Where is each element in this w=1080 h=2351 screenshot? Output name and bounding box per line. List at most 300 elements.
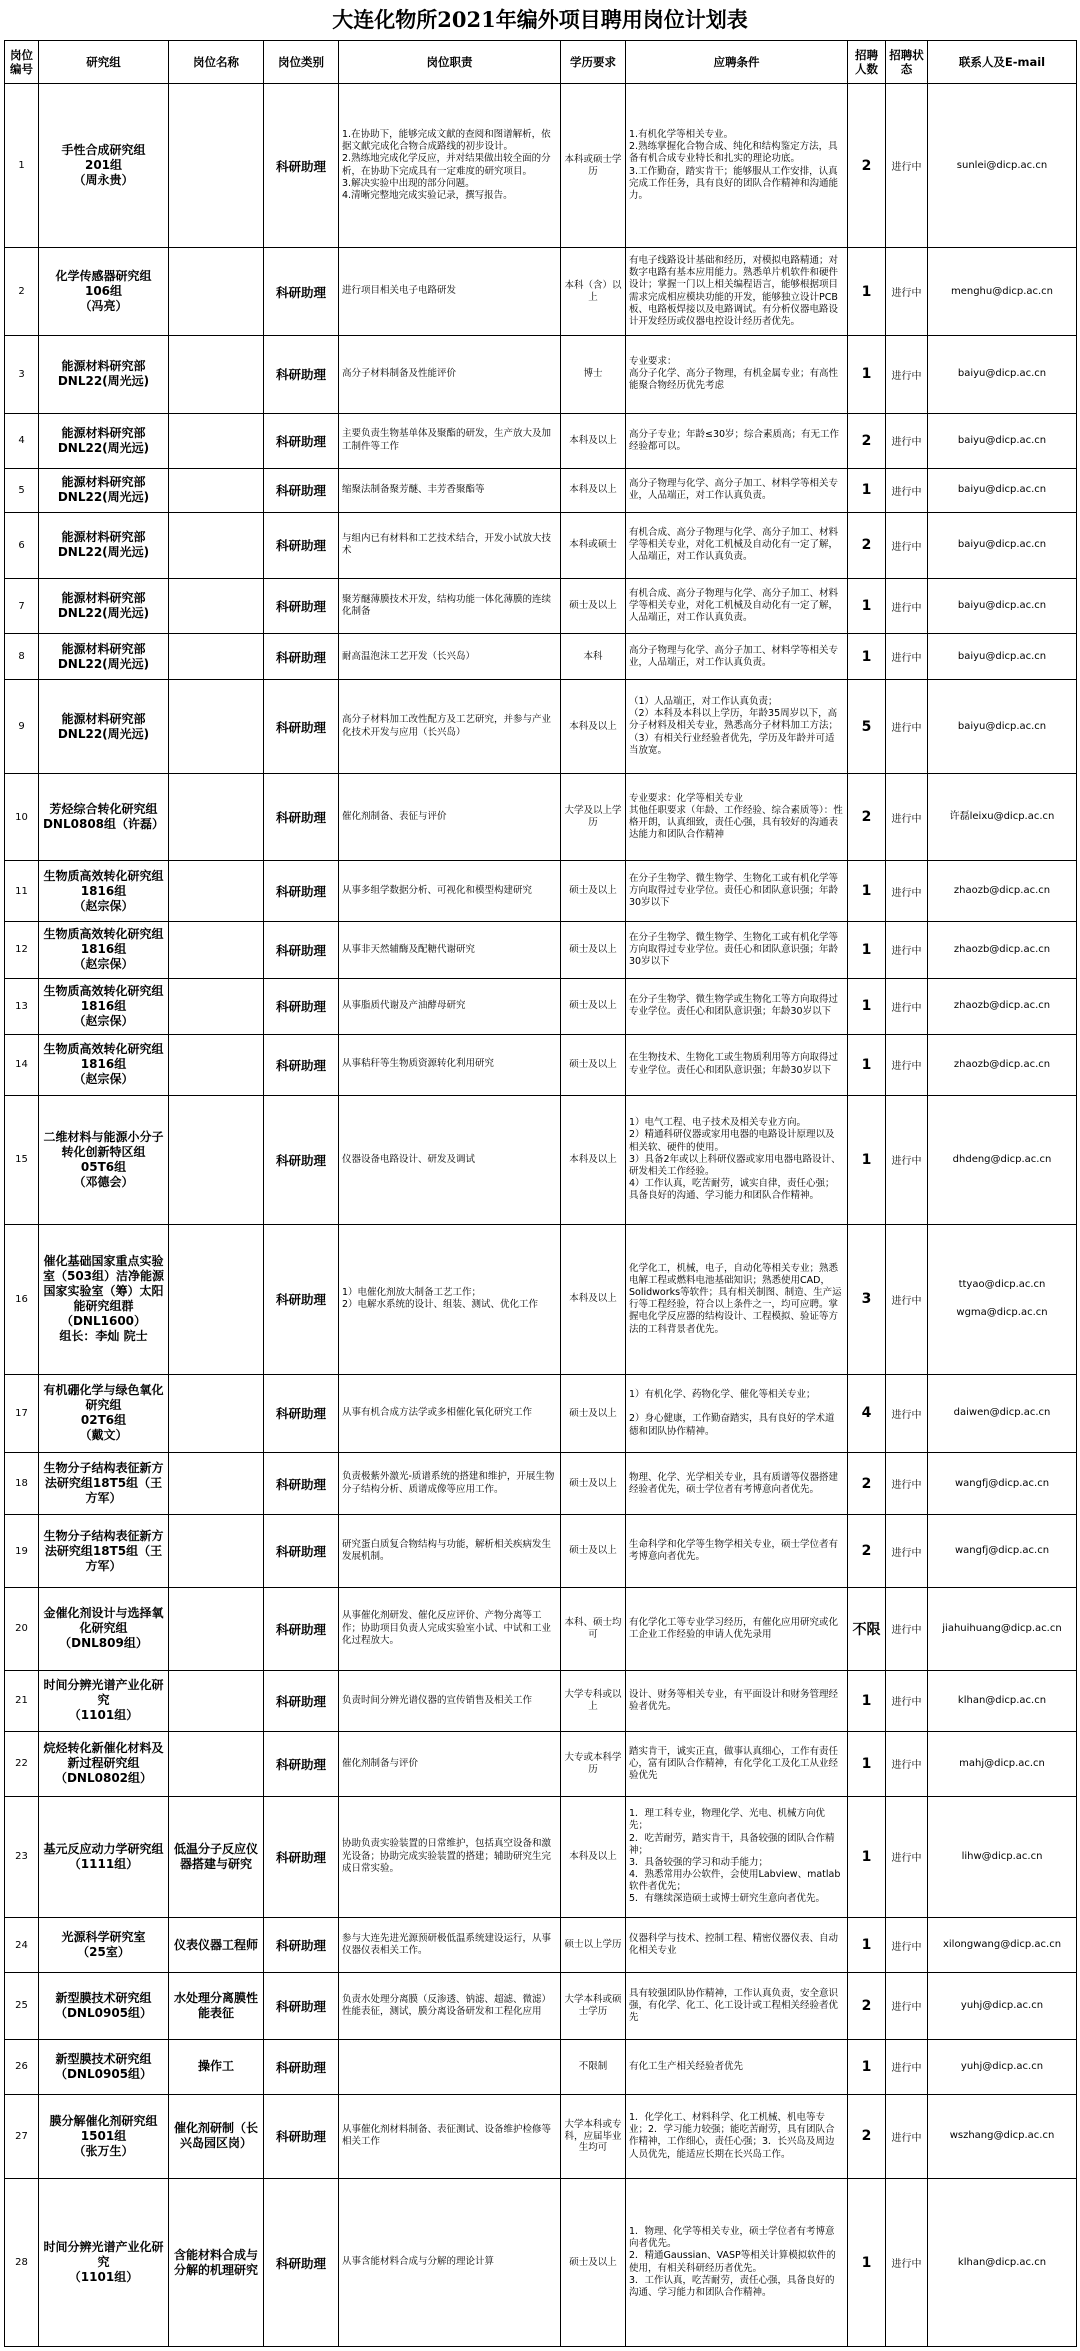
- header-cell: 应聘条件: [626, 41, 848, 84]
- recruit-status: 进行中: [886, 978, 928, 1034]
- recruit-status: 进行中: [886, 1095, 928, 1224]
- application-conditions: 化学化工，机械，电子，自动化等相关专业；熟悉电解工程或燃料电池基础知识；熟悉使用CAD，Solidworks等软件；具有相关制图、制造、生产运行等工程经验，符合以上条件之一，均可应聘。掌握电化学反应器的结构设计、工程模拟、验证等方法的工科背景者优先。: [626, 1224, 848, 1374]
- education-requirement: 硕士及以上: [561, 2179, 626, 2347]
- education-requirement: 大专或本科学历: [561, 1732, 626, 1796]
- position-category: 科研助理: [264, 680, 339, 773]
- education-requirement: 本科（含）以上: [561, 248, 626, 336]
- page-title: 大连化物所2021年编外项目聘用岗位计划表: [332, 7, 748, 32]
- header-cell: 学历要求: [561, 41, 626, 84]
- position-category: 科研助理: [264, 413, 339, 468]
- research-group: 生物分子结构表征新方法研究组18T5组（王方军）: [39, 1453, 169, 1515]
- research-group: 光源科学研究室 （25室）: [39, 1918, 169, 1973]
- education-requirement: 硕士以上学历: [561, 1918, 626, 1973]
- table-row: [5, 1796, 1077, 1918]
- application-conditions: 物理、化学、光学相关专业，具有质谱等仪器搭建经验者优先，硕士学位者有考博意向者优先。: [626, 1453, 848, 1515]
- education-requirement: 博士: [561, 336, 626, 414]
- education-requirement: 本科及以上: [561, 413, 626, 468]
- application-conditions: 专业要求：化学等相关专业 其他任职要求（年龄、工作经验、综合素质等）：性格开朗，认真细致，责任心强，具有较好的沟通表达能力和团队合作精神: [626, 773, 848, 861]
- contact-email: mahj@dicp.ac.cn: [928, 1732, 1077, 1796]
- recruit-count: 1: [848, 1732, 886, 1796]
- recruit-status: 进行中: [886, 336, 928, 414]
- row-number: 24: [5, 1918, 39, 1973]
- position-name: 含能材料合成与分解的机理研究: [169, 2179, 264, 2347]
- education-requirement: 大学及以上学历: [561, 773, 626, 861]
- recruit-count: 1: [848, 1095, 886, 1224]
- contact-email: dhdeng@dicp.ac.cn: [928, 1095, 1077, 1224]
- research-group: 基元反应动力学研究组 （1111组）: [39, 1796, 169, 1918]
- application-conditions: 具有较强团队协作精神，工作认真负责，安全意识强，有化学、化工、化工设计或工程相关经验者优先: [626, 1973, 848, 2039]
- contact-email: zhaozb@dicp.ac.cn: [928, 922, 1077, 978]
- position-category: 科研助理: [264, 634, 339, 680]
- contact-email: jiahuihuang@dicp.ac.cn: [928, 1588, 1077, 1670]
- recruit-status: 进行中: [886, 1588, 928, 1670]
- research-group: 手性合成研究组 201组 （周永贵）: [39, 84, 169, 248]
- application-conditions: 有机合成、高分子物理与化学、高分子加工、材料学等相关专业，对化工机械及自动化有一定了解，人品端正，对工作认真负责。: [626, 579, 848, 634]
- application-conditions: 有化学化工等专业学习经历，有催化应用研究或化工企业工作经验的申请人优先录用: [626, 1588, 848, 1670]
- position-category: 科研助理: [264, 1588, 339, 1670]
- header-cell: 岗位编号: [5, 41, 39, 84]
- application-conditions: 专业要求： 高分子化学、高分子物理，有机金属专业；有高性能聚合物经历优先考虑: [626, 336, 848, 414]
- table-row: [5, 1732, 1077, 1796]
- position-category: 科研助理: [264, 978, 339, 1034]
- table-row: [5, 1095, 1077, 1224]
- recruit-status: 进行中: [886, 512, 928, 578]
- table-row: [5, 579, 1077, 634]
- contact-email: klhan@dicp.ac.cn: [928, 2179, 1077, 2347]
- job-duties: 耐高温泡沫工艺开发（长兴岛）: [339, 634, 561, 680]
- job-duties: 与组内已有材料和工艺技术结合，开发小试放大技术: [339, 512, 561, 578]
- table-row: [5, 978, 1077, 1034]
- table-header-row: [5, 41, 1077, 84]
- research-group: 生物分子结构表征新方法研究组18T5组（王方军）: [39, 1515, 169, 1588]
- table-row: [5, 1588, 1077, 1670]
- contact-email: zhaozb@dicp.ac.cn: [928, 978, 1077, 1034]
- job-duties: 催化剂制备、表征与评价: [339, 773, 561, 861]
- recruit-status: 进行中: [886, 84, 928, 248]
- application-conditions: 有机合成、高分子物理与化学、高分子加工、材料学等相关专业，对化工机械及自动化有一定了解，人品端正，对工作认真负责。: [626, 512, 848, 578]
- position-category: 科研助理: [264, 468, 339, 512]
- row-number: 28: [5, 2179, 39, 2347]
- table-row: [5, 413, 1077, 468]
- position-name: [169, 1732, 264, 1796]
- row-number: 11: [5, 861, 39, 922]
- job-duties: 仪器设备电路设计、研发及调试: [339, 1095, 561, 1224]
- row-number: 6: [5, 512, 39, 578]
- row-number: 18: [5, 1453, 39, 1515]
- position-category: 科研助理: [264, 336, 339, 414]
- row-number: 2: [5, 248, 39, 336]
- research-group: 生物质高效转化研究组 1816组 （赵宗保）: [39, 1034, 169, 1095]
- recruit-count: 2: [848, 2094, 886, 2178]
- recruit-status: 进行中: [886, 2039, 928, 2094]
- job-duties: 从事多组学数据分析、可视化和模型构建研究: [339, 861, 561, 922]
- job-duties: 催化剂制备与评价: [339, 1732, 561, 1796]
- job-duties: 进行项目相关电子电路研发: [339, 248, 561, 336]
- contact-email: klhan@dicp.ac.cn: [928, 1670, 1077, 1732]
- position-name: [169, 861, 264, 922]
- table-row: [5, 1224, 1077, 1374]
- job-duties: [339, 2039, 561, 2094]
- research-group: 能源材料研究部 DNL22(周光远): [39, 680, 169, 773]
- application-conditions: 1．理工科专业，物理化学、光电、机械方向优先； 2．吃苦耐劳，踏实肯干，具备较强的团队合作精神； 3．具备较强的学习和动手能力； 4．熟悉常用办公软件，会使用Labview、matlab软件者优先； 5．有继续深造硕士或博士研究生意向者优先。: [626, 1796, 848, 1918]
- recruit-status: 进行中: [886, 1515, 928, 1588]
- contact-email: baiyu@dicp.ac.cn: [928, 579, 1077, 634]
- row-number: 1: [5, 84, 39, 248]
- recruit-status: 进行中: [886, 2179, 928, 2347]
- position-name: 操作工: [169, 2039, 264, 2094]
- table-row: [5, 773, 1077, 861]
- education-requirement: 本科及以上: [561, 468, 626, 512]
- application-conditions: 有化工生产相关经验者优先: [626, 2039, 848, 2094]
- education-requirement: 大学本科或硕士学历: [561, 1973, 626, 2039]
- position-category: 科研助理: [264, 1453, 339, 1515]
- recruit-count: 1: [848, 1918, 886, 1973]
- application-conditions: 在分子生物学、微生物学或生物化工等方向取得过专业学位。责任心和团队意识强；年龄30岁以下: [626, 978, 848, 1034]
- recruit-status: 进行中: [886, 922, 928, 978]
- application-conditions: 高分子物理与化学、高分子加工、材料学等相关专业，人品端正，对工作认真负责。: [626, 468, 848, 512]
- table-row: [5, 84, 1077, 248]
- job-duties: 负责极紫外激光-质谱系统的搭建和维护，开展生物分子结构分析、质谱成像等应用工作。: [339, 1453, 561, 1515]
- research-group: 金催化剂设计与选择氧化研究组 （DNL809组）: [39, 1588, 169, 1670]
- recruit-count: 4: [848, 1374, 886, 1453]
- application-conditions: 在生物技术、生物化工或生物质利用等方向取得过专业学位。责任心和团队意识强；年龄30岁以下: [626, 1034, 848, 1095]
- recruit-status: 进行中: [886, 1224, 928, 1374]
- contact-email: baiyu@dicp.ac.cn: [928, 512, 1077, 578]
- recruit-count: 1: [848, 634, 886, 680]
- education-requirement: 本科及以上: [561, 1224, 626, 1374]
- row-number: 10: [5, 773, 39, 861]
- position-category: 科研助理: [264, 1918, 339, 1973]
- contact-email: yuhj@dicp.ac.cn: [928, 2039, 1077, 2094]
- contact-email: wangfj@dicp.ac.cn: [928, 1515, 1077, 1588]
- job-duties: 高分子材料加工改性配方及工艺研究，并参与产业化技术开发与应用（长兴岛）: [339, 680, 561, 773]
- position-category: 科研助理: [264, 1515, 339, 1588]
- table-row: [5, 336, 1077, 414]
- recruit-status: 进行中: [886, 1034, 928, 1095]
- position-name: 水处理分离膜性能表征: [169, 1973, 264, 2039]
- job-duties: 参与大连先进光源预研极低温系统建设运行，从事仪器仪表相关工作。: [339, 1918, 561, 1973]
- contact-email: baiyu@dicp.ac.cn: [928, 468, 1077, 512]
- research-group: 生物质高效转化研究组 1816组 （赵宗保）: [39, 861, 169, 922]
- application-conditions: 在分子生物学、微生物学、生物化工或有机化学等方向取得过专业学位。责任心和团队意识强；年龄30岁以下: [626, 861, 848, 922]
- table-row: [5, 2094, 1077, 2178]
- research-group: 能源材料研究部 DNL22(周光远): [39, 512, 169, 578]
- row-number: 16: [5, 1224, 39, 1374]
- table-row: [5, 1918, 1077, 1973]
- research-group: 能源材料研究部 DNL22(周光远): [39, 634, 169, 680]
- research-group: 能源材料研究部 DNL22(周光远): [39, 413, 169, 468]
- row-number: 17: [5, 1374, 39, 1453]
- position-name: [169, 634, 264, 680]
- recruit-count: 2: [848, 512, 886, 578]
- application-conditions: 踏实肯干，诚实正直，做事认真细心，工作有责任心，富有团队合作精神，有化学化工及化工从业经验优先: [626, 1732, 848, 1796]
- contact-email: lihw@dicp.ac.cn: [928, 1796, 1077, 1918]
- job-duties: 1）电催化剂放大制备工艺工作； 2）电解水系统的设计、组装、测试、优化工作: [339, 1224, 561, 1374]
- table-row: [5, 1453, 1077, 1515]
- job-duties: 从事秸秆等生物质资源转化利用研究: [339, 1034, 561, 1095]
- recruit-status: 进行中: [886, 248, 928, 336]
- position-name: [169, 978, 264, 1034]
- job-duties: 聚芳醚薄膜技术开发，结构功能一体化薄膜的连续化制备: [339, 579, 561, 634]
- education-requirement: 本科及以上: [561, 1796, 626, 1918]
- research-group: 新型膜技术研究组 （DNL0905组）: [39, 2039, 169, 2094]
- position-name: [169, 579, 264, 634]
- contact-email: daiwen@dicp.ac.cn: [928, 1374, 1077, 1453]
- position-name: [169, 413, 264, 468]
- row-number: 15: [5, 1095, 39, 1224]
- table-row: [5, 1973, 1077, 2039]
- research-group: 二维材料与能源小分子转化创新特区组 05T6组 （邓德会）: [39, 1095, 169, 1224]
- position-name: [169, 336, 264, 414]
- row-number: 14: [5, 1034, 39, 1095]
- recruit-status: 进行中: [886, 1796, 928, 1918]
- position-name: [169, 1034, 264, 1095]
- education-requirement: 大学专科或以上: [561, 1670, 626, 1732]
- position-category: 科研助理: [264, 861, 339, 922]
- education-requirement: 本科: [561, 634, 626, 680]
- recruit-status: 进行中: [886, 680, 928, 773]
- application-conditions: 1．物理、化学等相关专业，硕士学位者有考博意向者优先。 2．精通Gaussian、VASP等相关计算模拟软件的使用，有相关科研经历者优先。 3．工作认真，吃苦耐劳，责任心强，具备良好的沟通、学习能力和团队合作精神。: [626, 2179, 848, 2347]
- contact-email: baiyu@dicp.ac.cn: [928, 336, 1077, 414]
- position-name: [169, 248, 264, 336]
- job-duties: 缩聚法制备聚芳醚、丰芳香聚酯等: [339, 468, 561, 512]
- row-number: 21: [5, 1670, 39, 1732]
- job-duties: 高分子材料制备及性能评价: [339, 336, 561, 414]
- research-group: 膜分解催化剂研究组 1501组 （张万生）: [39, 2094, 169, 2178]
- recruit-status: 进行中: [886, 861, 928, 922]
- education-requirement: 本科、硕士均可: [561, 1588, 626, 1670]
- table-row: [5, 1670, 1077, 1732]
- recruit-count: 1: [848, 1034, 886, 1095]
- job-duties: 1.在协助下，能够完成文献的查阅和图谱解析，依据文献完成化合物合成路线的初步设计。 2.熟练地完成化学反应，并对结果做出较全面的分析，在协助下完成具有一定难度的研究项目。 3.解决实验中出现的部分问题。 4.清晰完整地完成实验记录，撰写报告。: [339, 84, 561, 248]
- row-number: 20: [5, 1588, 39, 1670]
- position-name: 仪表仪器工程师: [169, 1918, 264, 1973]
- recruit-count: 1: [848, 2179, 886, 2347]
- position-name: [169, 512, 264, 578]
- research-group: 有机硼化学与绿色氧化研究组 02T6组 （戴文）: [39, 1374, 169, 1453]
- position-name: [169, 1515, 264, 1588]
- job-duties: 主要负责生物基单体及聚酯的研发，生产放大及加工制件等工作: [339, 413, 561, 468]
- contact-email: menghu@dicp.ac.cn: [928, 248, 1077, 336]
- recruit-status: 进行中: [886, 1918, 928, 1973]
- recruit-status: 进行中: [886, 1374, 928, 1453]
- education-requirement: 不限制: [561, 2039, 626, 2094]
- position-name: [169, 922, 264, 978]
- contact-email: baiyu@dicp.ac.cn: [928, 680, 1077, 773]
- table-row: [5, 922, 1077, 978]
- table-row: [5, 2039, 1077, 2094]
- position-category: 科研助理: [264, 2039, 339, 2094]
- contact-email: wszhang@dicp.ac.cn: [928, 2094, 1077, 2178]
- recruit-count: 3: [848, 1224, 886, 1374]
- research-group: 新型膜技术研究组 （DNL0905组）: [39, 1973, 169, 2039]
- education-requirement: 硕士及以上: [561, 1515, 626, 1588]
- contact-email: xilongwang@dicp.ac.cn: [928, 1918, 1077, 1973]
- application-conditions: 1）电气工程、电子技术及相关专业方向。 2）精通科研仪器或家用电器的电路设计原理以及相关软、硬件的使用。 3）具备2年或以上科研仪器或家用电器电路设计、研发相关工作经验。 4）工作认真，吃苦耐劳，诚实自律，责任心强；具备良好的沟通、学习能力和团队合作精神。: [626, 1095, 848, 1224]
- position-category: 科研助理: [264, 1224, 339, 1374]
- row-number: 26: [5, 2039, 39, 2094]
- recruit-status: 进行中: [886, 1670, 928, 1732]
- job-duties: 从事有机合成方法学或多相催化氧化研究工作: [339, 1374, 561, 1453]
- education-requirement: 硕士及以上: [561, 1034, 626, 1095]
- recruit-count: 2: [848, 84, 886, 248]
- header-cell: 研究组: [39, 41, 169, 84]
- job-duties: 从事催化剂材料制备、表征测试、设备维护检修等相关工作: [339, 2094, 561, 2178]
- recruit-count: 不限: [848, 1588, 886, 1670]
- recruit-count: 1: [848, 861, 886, 922]
- table-row: [5, 2179, 1077, 2347]
- row-number: 23: [5, 1796, 39, 1918]
- row-number: 9: [5, 680, 39, 773]
- row-number: 13: [5, 978, 39, 1034]
- application-conditions: 1．化学化工、材料科学、化工机械、机电等专业；2．学习能力较强；能吃苦耐劳，具有团队合作精神，工作细心，责任心强；3．长兴岛及周边人员优先，能适应长期在长兴岛工作。: [626, 2094, 848, 2178]
- recruit-count: 2: [848, 413, 886, 468]
- header-cell: 招聘状态: [886, 41, 928, 84]
- row-number: 19: [5, 1515, 39, 1588]
- education-requirement: 本科及以上: [561, 1095, 626, 1224]
- position-name: [169, 1670, 264, 1732]
- position-category: 科研助理: [264, 1095, 339, 1224]
- row-number: 12: [5, 922, 39, 978]
- header-cell: 招聘人数: [848, 41, 886, 84]
- recruit-status: 进行中: [886, 773, 928, 861]
- position-name: [169, 1095, 264, 1224]
- education-requirement: 硕士及以上: [561, 861, 626, 922]
- education-requirement: 硕士及以上: [561, 1453, 626, 1515]
- recruit-count: 1: [848, 1670, 886, 1732]
- table-row: [5, 680, 1077, 773]
- contact-email: baiyu@dicp.ac.cn: [928, 634, 1077, 680]
- table-row: [5, 248, 1077, 336]
- recruit-status: 进行中: [886, 413, 928, 468]
- application-conditions: （1）人品端正，对工作认真负责； （2）本科及本科以上学历，年龄35周岁以下，高分子材料及相关专业，熟悉高分子材料加工方法； （3）有相关行业经验者优先，学历及年龄并可适当放宽。: [626, 680, 848, 773]
- table-row: [5, 1034, 1077, 1095]
- job-duties: 研究蛋白质复合物结构与功能，解析相关疾病发生发展机制。: [339, 1515, 561, 1588]
- position-category: 科研助理: [264, 84, 339, 248]
- recruit-status: 进行中: [886, 2094, 928, 2178]
- row-number: 22: [5, 1732, 39, 1796]
- position-name: [169, 1588, 264, 1670]
- table-row: [5, 512, 1077, 578]
- recruit-count: 1: [848, 248, 886, 336]
- job-duties: 负责时间分辨光谱仪器的宣传销售及相关工作: [339, 1670, 561, 1732]
- job-duties: 负责水处理分离膜（反渗透、钠滤、超滤、微滤）性能表征，测试，膜分离设备研发和工程化应用: [339, 1973, 561, 2039]
- recruit-count: 1: [848, 2039, 886, 2094]
- row-number: 27: [5, 2094, 39, 2178]
- position-category: 科研助理: [264, 773, 339, 861]
- application-conditions: 生命科学和化学等生物学相关专业，硕士学位者有考博意向者优先。: [626, 1515, 848, 1588]
- position-category: 科研助理: [264, 512, 339, 578]
- recruit-count: 2: [848, 1515, 886, 1588]
- recruit-count: 2: [848, 1973, 886, 2039]
- row-number: 5: [5, 468, 39, 512]
- recruit-count: 1: [848, 468, 886, 512]
- header-cell: 岗位类别: [264, 41, 339, 84]
- job-duties: 协助负责实验装置的日常维护，包括真空设备和激光设备；协助完成实验装置的搭建；辅助研究生完成日常实验。: [339, 1796, 561, 1918]
- position-category: 科研助理: [264, 1034, 339, 1095]
- research-group: 芳烃综合转化研究组DNL0808组（许磊）: [39, 773, 169, 861]
- position-category: 科研助理: [264, 922, 339, 978]
- position-name: [169, 84, 264, 248]
- application-conditions: 仪器科学与技术、控制工程、精密仪器仪表、自动化相关专业: [626, 1918, 848, 1973]
- recruit-status: 进行中: [886, 468, 928, 512]
- research-group: 能源材料研究部 DNL22(周光远): [39, 468, 169, 512]
- contact-email: baiyu@dicp.ac.cn: [928, 413, 1077, 468]
- position-category: 科研助理: [264, 1732, 339, 1796]
- research-group: 能源材料研究部 DNL22(周光远): [39, 579, 169, 634]
- table-row: [5, 468, 1077, 512]
- contact-email: zhaozb@dicp.ac.cn: [928, 1034, 1077, 1095]
- position-name: [169, 680, 264, 773]
- application-conditions: 设计、财务等相关专业，有平面设计和财务管理经验者优先。: [626, 1670, 848, 1732]
- recruit-count: 1: [848, 978, 886, 1034]
- contact-email: ttyao@dicp.ac.cn wgma@dicp.ac.cn: [928, 1224, 1077, 1374]
- position-name: [169, 1224, 264, 1374]
- position-name: [169, 773, 264, 861]
- education-requirement: 本科及以上: [561, 680, 626, 773]
- job-duties: 从事含能材料合成与分解的理论计算: [339, 2179, 561, 2347]
- recruit-status: 进行中: [886, 1973, 928, 2039]
- education-requirement: 硕士及以上: [561, 1374, 626, 1453]
- job-duties: 从事非天然辅酶及配糖代谢研究: [339, 922, 561, 978]
- research-group: 时间分辨光谱产业化研究 （1101组）: [39, 2179, 169, 2347]
- position-name: [169, 468, 264, 512]
- position-category: 科研助理: [264, 579, 339, 634]
- position-category: 科研助理: [264, 1796, 339, 1918]
- job-duties: 从事催化剂研发、催化反应评价、产物分离等工作；协助项目负责人完成实验室小试、中试和工业化过程放大。: [339, 1588, 561, 1670]
- application-conditions: 在分子生物学、微生物学、生物化工或有机化学等方向取得过专业学位。责任心和团队意识强；年龄30岁以下: [626, 922, 848, 978]
- position-name: 低温分子反应仪器搭建与研究: [169, 1796, 264, 1918]
- recruit-status: 进行中: [886, 1732, 928, 1796]
- table-row: [5, 1515, 1077, 1588]
- row-number: 4: [5, 413, 39, 468]
- education-requirement: 大学本科或专科，应届毕业生均可: [561, 2094, 626, 2178]
- recruit-count: 2: [848, 773, 886, 861]
- research-group: 时间分辨光谱产业化研究 （1101组）: [39, 1670, 169, 1732]
- row-number: 7: [5, 579, 39, 634]
- education-requirement: 硕士及以上: [561, 922, 626, 978]
- position-name: [169, 1453, 264, 1515]
- header-cell: 岗位名称: [169, 41, 264, 84]
- header-cell: 联系人及E-mail: [928, 41, 1077, 84]
- table-row: [5, 634, 1077, 680]
- application-conditions: 1）有机化学、药物化学、催化等相关专业； 2）身心健康，工作勤奋踏实，具有良好的学术道德和团队协作精神。: [626, 1374, 848, 1453]
- recruit-status: 进行中: [886, 1453, 928, 1515]
- contact-email: yuhj@dicp.ac.cn: [928, 1973, 1077, 2039]
- row-number: 25: [5, 1973, 39, 2039]
- position-name: 催化剂研制（长兴岛园区岗）: [169, 2094, 264, 2178]
- position-category: 科研助理: [264, 1670, 339, 1732]
- research-group: 生物质高效转化研究组 1816组 （赵宗保）: [39, 922, 169, 978]
- education-requirement: 本科或硕士学历: [561, 84, 626, 248]
- job-duties: 从事脂质代谢及产油酵母研究: [339, 978, 561, 1034]
- education-requirement: 硕士及以上: [561, 579, 626, 634]
- recruitment-table: [4, 40, 1077, 2347]
- recruit-status: 进行中: [886, 634, 928, 680]
- table-row: [5, 1374, 1077, 1453]
- position-category: 科研助理: [264, 2179, 339, 2347]
- table-row: [5, 861, 1077, 922]
- application-conditions: 高分子物理与化学、高分子加工、材料学等相关专业，人品端正，对工作认真负责。: [626, 634, 848, 680]
- row-number: 8: [5, 634, 39, 680]
- education-requirement: 本科或硕士: [561, 512, 626, 578]
- research-group: 能源材料研究部 DNL22(周光远): [39, 336, 169, 414]
- research-group: 催化基础国家重点实验室（503组）洁净能源国家实验室（筹）太阳能研究组群 （DNL1600） 组长：李灿 院士: [39, 1224, 169, 1374]
- application-conditions: 1.有机化学等相关专业。 2.熟练掌握化合物合成、纯化和结构鉴定方法，具备有机合成专业特长和扎实的理论功底。 3.工作勤奋，踏实肯干；能够服从工作安排，认真完成工作任务，具有良好的团队合作精神和沟通能力。: [626, 84, 848, 248]
- research-group: 烷烃转化新催化材料及新过程研究组 （DNL0802组）: [39, 1732, 169, 1796]
- recruit-count: 1: [848, 336, 886, 414]
- header-cell: 岗位职责: [339, 41, 561, 84]
